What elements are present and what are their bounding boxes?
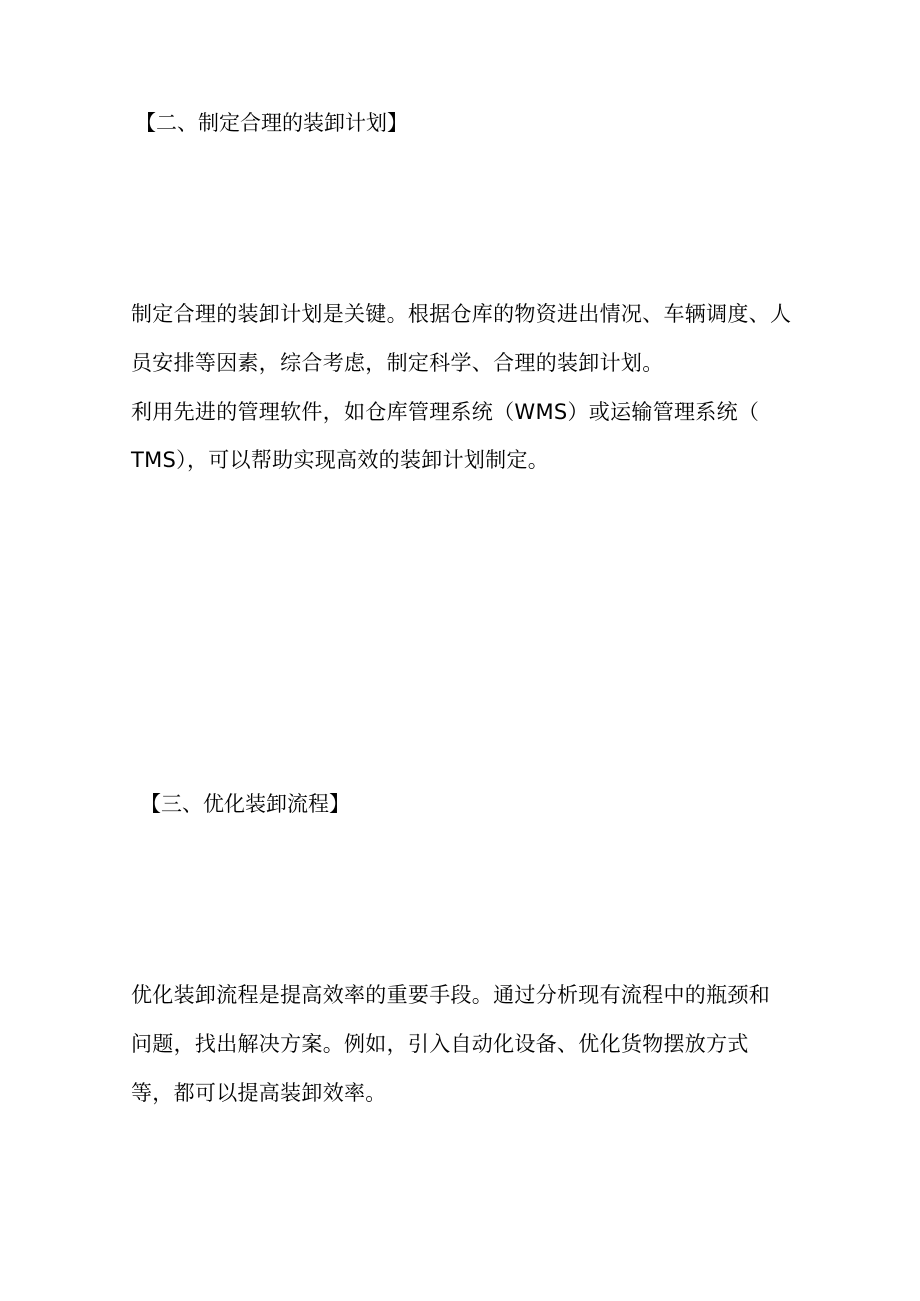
section-two-paragraph-line: 员安排等因素，综合考虑，制定科学、合理的装卸计划。 (131, 351, 664, 375)
section-three-paragraph-line: 等，都可以提高装卸效率。 (131, 1081, 387, 1105)
section-two-paragraph-line: 制定合理的装卸计划是关键。根据仓库的物资进出情况、车辆调度、人 (131, 302, 792, 326)
section-three-paragraph-line: 优化装卸流程是提高效率的重要手段。通过分析现有流程中的瓶颈和 (131, 983, 770, 1007)
section-two-paragraph-line: TMS），可以帮助实现高效的装卸计划制定。 (131, 448, 550, 472)
section-two-heading: 【二、制定合理的装卸计划】 (135, 111, 408, 135)
section-two-paragraph-line: 利用先进的管理软件，如仓库管理系统（WMS）或运输管理系统（ (131, 400, 760, 424)
section-three-paragraph-line: 问题，找出解决方案。例如，引入自动化设备、优化货物摆放方式 (131, 1032, 749, 1056)
section-three-heading: 【三、优化装卸流程】 (140, 792, 350, 816)
